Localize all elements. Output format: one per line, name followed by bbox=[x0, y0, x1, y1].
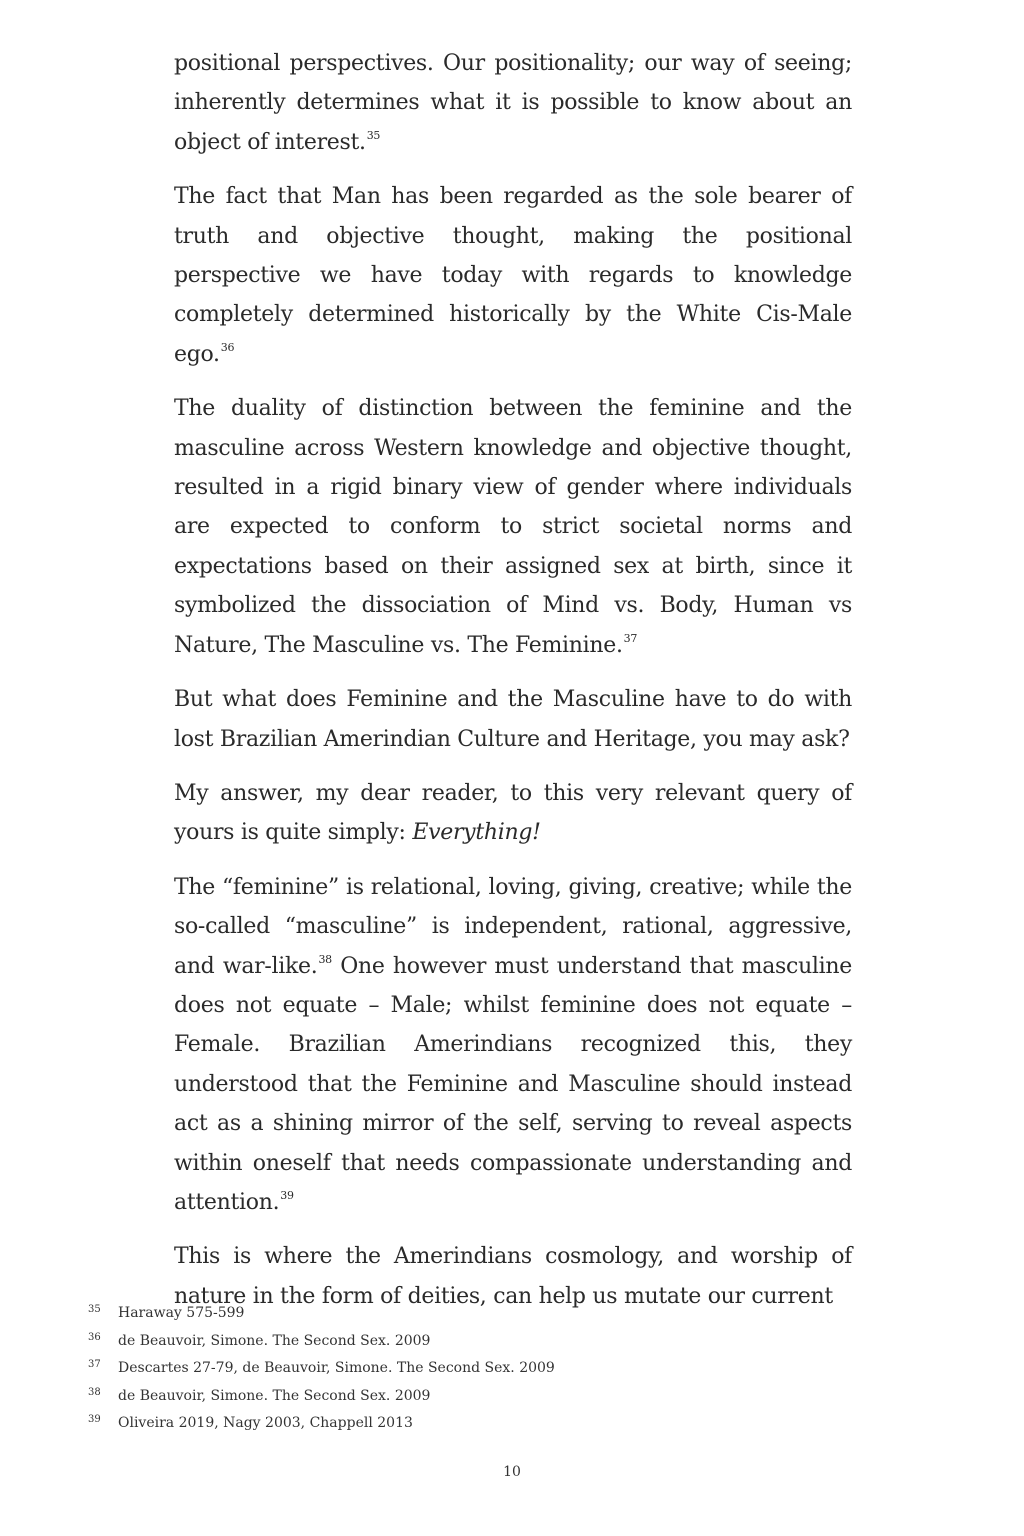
paragraph-text: The “feminine” is relational, loving, giving, creative; while the so-called “masculine” is independent, rational, aggressive, and war-like. bbox=[174, 874, 852, 979]
footnote-text: Descartes 27-79, de Beauvoir, Simone. The Second Sex. 2009 bbox=[118, 1360, 555, 1377]
paragraph-text: positional perspectives. Our positionality; our way of seeing; inherently determines what it is possible to know about an object of interest. bbox=[174, 51, 852, 155]
footnote-number: 36 bbox=[88, 1331, 101, 1343]
paragraph-text: The fact that Man has been regarded as the sole bearer of truth and objective thought, making the positional perspective we have today with regards to knowledge completely determined historically by the White Cis-Male ego. bbox=[174, 184, 852, 367]
footnote-number: 38 bbox=[88, 1386, 101, 1398]
paragraph bbox=[174, 680, 852, 759]
footnote bbox=[88, 1353, 788, 1381]
emphasis-text: Everything! bbox=[412, 820, 541, 846]
paragraph bbox=[174, 389, 852, 665]
paragraph-text: The duality of distinction between the feminine and the masculine across Western knowledge and objective thought, resulted in a rigid binary view of gender where individuals are expected to conform to strict societal norms and expectations based on their assigned sex at birth, since it symbolized the dissociation of Mind vs. Body, Human vs Nature, The Masculine vs. The Feminine. bbox=[174, 396, 852, 658]
footnote bbox=[88, 1298, 788, 1326]
footnote-text: de Beauvoir, Simone. The Second Sex. 2009 bbox=[118, 1332, 431, 1349]
paragraph bbox=[174, 44, 852, 162]
paragraph bbox=[174, 774, 852, 853]
page-number: 10 bbox=[503, 1464, 521, 1480]
footnote-number: 35 bbox=[88, 1304, 101, 1315]
paragraph-text: This is where the Amerindians cosmology, and worship of nature in the form of deities, can help us mutate our current bbox=[174, 1244, 852, 1309]
footnote-number: 37 bbox=[88, 1359, 101, 1371]
body-text bbox=[174, 44, 852, 1331]
paragraph-text: My answer, my dear reader, to this very relevant query of yours is quite simply: bbox=[174, 780, 852, 846]
footnote-number: 39 bbox=[88, 1414, 101, 1426]
footnote-ref[interactable]: 37 bbox=[623, 631, 638, 645]
footnote bbox=[88, 1408, 788, 1436]
footnotes bbox=[88, 1298, 788, 1436]
footnote-text: Oliveira 2019, Nagy 2003, Chappell 2013 bbox=[118, 1415, 413, 1432]
footnote bbox=[88, 1381, 788, 1409]
footnote-text: Haraway 575-599 bbox=[118, 1305, 245, 1321]
footnote-ref[interactable]: 38 bbox=[318, 952, 332, 966]
footnote-ref[interactable]: 35 bbox=[366, 128, 381, 142]
paragraph-text-continued: One however must understand that masculine does not equate – Male; whilst feminine does not equate – Female. Brazilian Amerindians recognized this, they understood that the Feminine and Masculine should instead act as a shining mirror of the self, serving to reveal aspects within oneself that needs compassionate understanding and attention. bbox=[174, 953, 852, 1215]
footnote-ref[interactable]: 39 bbox=[280, 1188, 294, 1202]
paragraph bbox=[174, 868, 852, 1223]
paragraph bbox=[174, 177, 852, 374]
footnote-text: de Beauvoir, Simone. The Second Sex. 2009 bbox=[118, 1387, 431, 1404]
footnote bbox=[88, 1326, 788, 1354]
paragraph-text: But what does Feminine and the Masculine have to do with lost Brazilian Amerindian Culture and Heritage, you may ask? bbox=[174, 687, 852, 752]
footnote-ref[interactable]: 36 bbox=[220, 340, 235, 354]
